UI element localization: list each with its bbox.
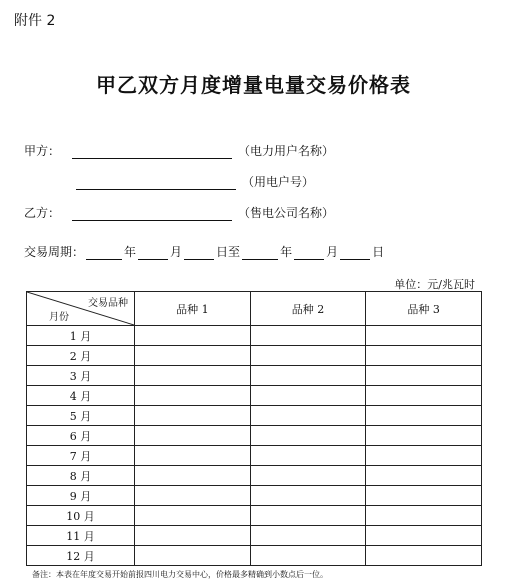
table-row bbox=[27, 406, 482, 426]
corner-header-cell bbox=[27, 292, 135, 326]
party-a-input[interactable] bbox=[72, 146, 232, 159]
end-day-input[interactable] bbox=[340, 247, 370, 260]
price-cell[interactable] bbox=[250, 346, 366, 366]
start-day-unit: 日至 bbox=[216, 245, 241, 259]
price-cell[interactable] bbox=[366, 326, 482, 346]
end-day-unit: 日 bbox=[372, 245, 385, 259]
month-label: 7 月 bbox=[27, 446, 135, 466]
price-cell[interactable] bbox=[250, 506, 366, 526]
price-cell[interactable] bbox=[135, 426, 251, 446]
user-no-row bbox=[76, 173, 314, 190]
month-label: 3 月 bbox=[27, 366, 135, 386]
price-cell[interactable] bbox=[366, 486, 482, 506]
price-cell[interactable] bbox=[250, 366, 366, 386]
column-header-1: 品种 1 bbox=[135, 292, 251, 326]
table-row bbox=[27, 546, 482, 566]
price-cell[interactable] bbox=[250, 526, 366, 546]
price-cell[interactable] bbox=[366, 446, 482, 466]
month-label: 12 月 bbox=[27, 546, 135, 566]
table-row bbox=[27, 446, 482, 466]
footnote: 备注：本表在年度交易开始前报四川电力交易中心，价格最多精确到小数点后一位。 bbox=[32, 570, 328, 579]
start-year-unit: 年 bbox=[124, 245, 137, 259]
party-a-label: 甲方： bbox=[24, 144, 61, 158]
page-title: 甲乙双方月度增量电量交易价格表 bbox=[96, 73, 411, 97]
price-cell[interactable] bbox=[135, 486, 251, 506]
price-cell[interactable] bbox=[250, 386, 366, 406]
price-cell[interactable] bbox=[366, 466, 482, 486]
price-cell[interactable] bbox=[366, 426, 482, 446]
month-label: 8 月 bbox=[27, 466, 135, 486]
party-b-row bbox=[24, 204, 334, 221]
price-cell[interactable] bbox=[135, 346, 251, 366]
month-label: 10 月 bbox=[27, 506, 135, 526]
month-label: 4 月 bbox=[27, 386, 135, 406]
price-cell[interactable] bbox=[366, 346, 482, 366]
price-cell[interactable] bbox=[135, 446, 251, 466]
price-cell[interactable] bbox=[250, 546, 366, 566]
price-cell[interactable] bbox=[135, 326, 251, 346]
party-a-row bbox=[24, 142, 334, 159]
price-cell[interactable] bbox=[135, 386, 251, 406]
month-label: 9 月 bbox=[27, 486, 135, 506]
price-cell[interactable] bbox=[135, 366, 251, 386]
price-cell[interactable] bbox=[135, 406, 251, 426]
price-cell[interactable] bbox=[366, 366, 482, 386]
price-cell[interactable] bbox=[135, 526, 251, 546]
price-cell[interactable] bbox=[250, 426, 366, 446]
table-row bbox=[27, 466, 482, 486]
table-header-row bbox=[27, 292, 482, 326]
price-cell[interactable] bbox=[250, 466, 366, 486]
price-cell[interactable] bbox=[135, 546, 251, 566]
party-b-input[interactable] bbox=[72, 208, 232, 221]
table-row bbox=[27, 486, 482, 506]
table-row bbox=[27, 426, 482, 446]
price-cell[interactable] bbox=[135, 466, 251, 486]
start-month-unit: 月 bbox=[170, 245, 183, 259]
price-table bbox=[26, 291, 482, 566]
price-cell[interactable] bbox=[366, 386, 482, 406]
column-header-2: 品种 2 bbox=[250, 292, 366, 326]
price-cell[interactable] bbox=[366, 526, 482, 546]
price-cell[interactable] bbox=[366, 406, 482, 426]
table-row bbox=[27, 506, 482, 526]
price-cell[interactable] bbox=[250, 406, 366, 426]
table-row bbox=[27, 346, 482, 366]
month-label: 5 月 bbox=[27, 406, 135, 426]
end-month-input[interactable] bbox=[294, 247, 324, 260]
price-cell[interactable] bbox=[250, 486, 366, 506]
month-label: 6 月 bbox=[27, 426, 135, 446]
price-cell[interactable] bbox=[366, 506, 482, 526]
end-year-unit: 年 bbox=[280, 245, 293, 259]
table-row bbox=[27, 326, 482, 346]
table-row bbox=[27, 526, 482, 546]
price-cell[interactable] bbox=[135, 506, 251, 526]
end-month-unit: 月 bbox=[326, 245, 339, 259]
user-no-input[interactable] bbox=[76, 177, 236, 190]
table-row bbox=[27, 386, 482, 406]
start-month-input[interactable] bbox=[138, 247, 168, 260]
corner-top-label: 交易品种 bbox=[88, 298, 128, 309]
price-cell[interactable] bbox=[250, 326, 366, 346]
month-label: 11 月 bbox=[27, 526, 135, 546]
attachment-label: 附件 2 bbox=[14, 13, 56, 29]
column-header-3: 品种 3 bbox=[366, 292, 482, 326]
start-year-input[interactable] bbox=[86, 247, 122, 260]
month-label: 1 月 bbox=[27, 326, 135, 346]
user-no-hint: （用电户号） bbox=[242, 175, 315, 189]
corner-bottom-label: 月份 bbox=[49, 312, 69, 323]
price-cell[interactable] bbox=[366, 546, 482, 566]
unit-label: 单位：元/兆瓦时 bbox=[394, 278, 475, 291]
party-b-hint: （售电公司名称） bbox=[238, 206, 335, 220]
month-label: 2 月 bbox=[27, 346, 135, 366]
party-b-label: 乙方： bbox=[24, 206, 61, 220]
period-label: 交易周期： bbox=[24, 245, 85, 259]
table-row bbox=[27, 366, 482, 386]
period-row bbox=[24, 243, 384, 260]
end-year-input[interactable] bbox=[242, 247, 278, 260]
party-a-hint: （电力用户名称） bbox=[238, 144, 335, 158]
start-day-input[interactable] bbox=[184, 247, 214, 260]
price-cell[interactable] bbox=[250, 446, 366, 466]
